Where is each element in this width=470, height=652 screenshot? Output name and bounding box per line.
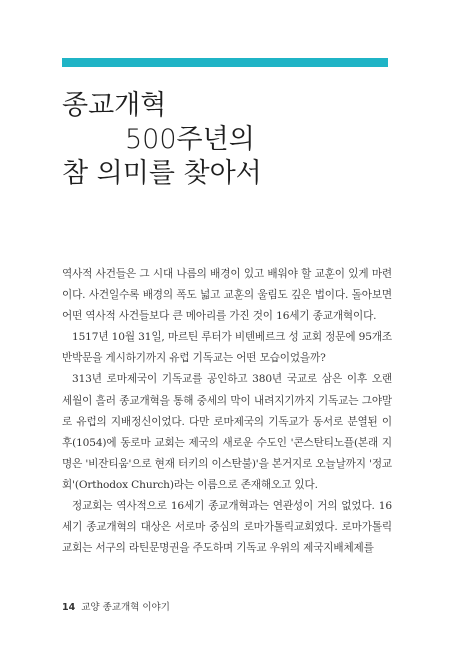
running-title: 교양 종교개혁 이야기 [81, 602, 170, 613]
paragraph-2: 1517년 10월 31일, 마르틴 루터가 비텐베르크 성 교회 정문에 95개조 반박문을 게시하기까지 유럽 기독교는 어떤 모습이었을까? [62, 331, 392, 365]
page-footer [62, 599, 170, 613]
page-number: 14 [62, 602, 76, 613]
body-text [62, 264, 392, 559]
paragraph-4: 정교회는 역사적으로 16세기 종교개혁과는 연관성이 거의 없었다. 16세기 종교개혁의 대상은 서로마 중심의 로마가톨릭교회였다. 로마가톨릭교회는 서구의 라틴문명권을 주도하며 기독교 우위의 제국지배체제를 [62, 500, 392, 555]
title-line-3: 참 의미를 찾아서 [62, 158, 262, 189]
paragraph-1: 역사적 사건들은 그 시대 나름의 배경이 있고 배워야 할 교훈이 있게 마련이다. 사건일수록 배경의 폭도 넓고 교훈의 울림도 깊은 법이다. 돌아보면 어떤 역사적 사건들보다 큰 메아리를 가진 것이 16세기 종교개혁이다. [62, 268, 392, 323]
accent-bar [62, 58, 388, 67]
paragraph-3: 313년 로마제국이 기독교를 공인하고 380년 국교로 삼은 이후 오랜 세월이 흘러 종교개혁을 통해 중세의 막이 내려지기까지 기독교는 그야말로 유럽의 지배정신이었다. 다만 로마제국의 기독교가 동서로 분열된 이후(1054)에 동로마 교회는 제국의 새로운 수도인 '콘스탄티노플(본래 지명은 '비잔티움'으로 현재 터키의 이스탄불)'을 본거지로 오늘날까지 '정교회'(Orthodox Church)라는 이름으로 존재해오고 있다. [62, 373, 392, 491]
title-line-2: 500주년의 [125, 124, 255, 155]
title-line-1: 종교개혁 [62, 90, 167, 121]
